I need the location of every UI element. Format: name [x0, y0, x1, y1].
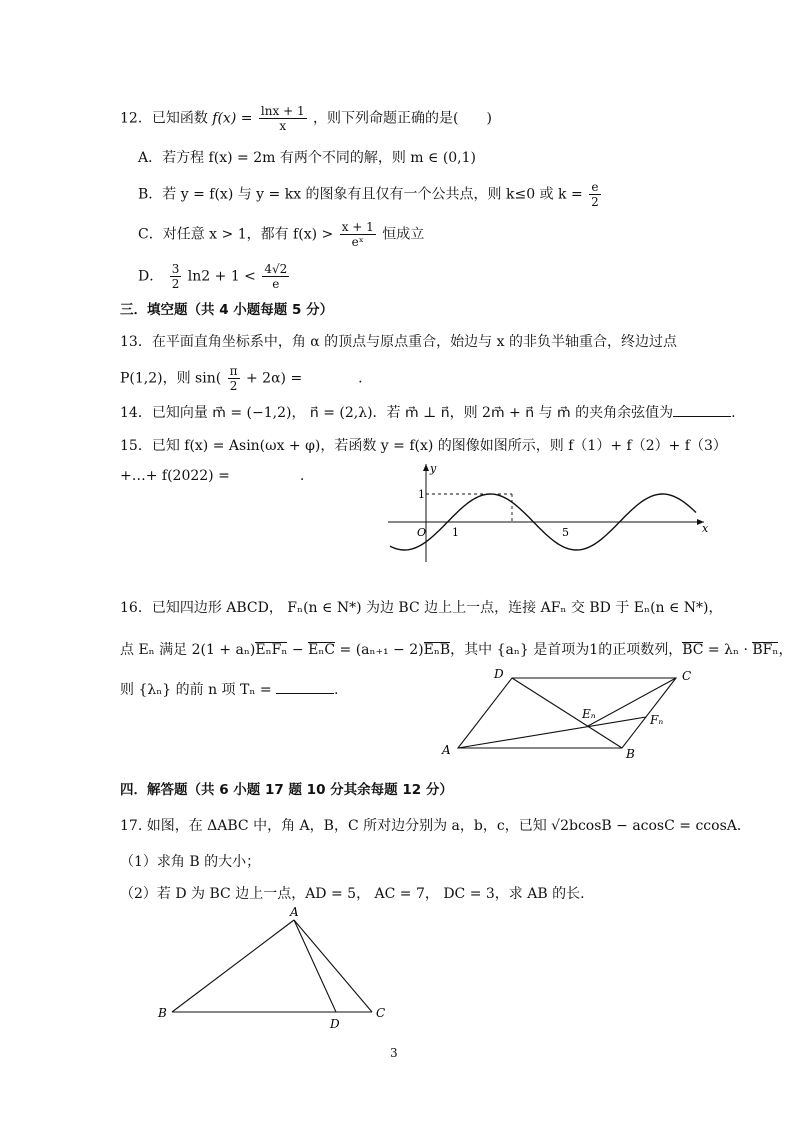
q12-option-d: D． $\frac{3}{2}$ ln2 + 1 < $\frac{4√2}{e}$	[138, 262, 288, 291]
label-B: B	[626, 747, 635, 761]
graph-tick-1: 1	[452, 526, 459, 539]
q17-line1: 17. 如图，在 ΔABC 中，角 A，B，C 所对边分别为 a，b，c，已知 √2bcosB − acosC = ccosA．	[120, 818, 751, 834]
label-A: A	[442, 743, 451, 757]
label-D: D	[494, 667, 504, 681]
q16-line2: 点 Eₙ 满足 2(1 + aₙ)EₙFₙ − EₙC = (aₙ₊₁ − 2)EₙB，其中 {aₙ} 是首项为1的正项数列，BC = λₙ · BFₙ，	[120, 642, 793, 658]
q12-option-a: A．若方程 f(x) = 2m 有两个不同的解，则 m ∈ (0,1)	[138, 150, 477, 166]
graph-x-label: x	[702, 522, 709, 535]
graph-y-label: y	[430, 462, 437, 475]
graph-y-tick: 1	[418, 488, 425, 501]
q12-fraction: $\frac{\ln x + 1}{x}$	[260, 104, 305, 133]
q14-answer-blank	[673, 404, 731, 417]
q12-option-c: C．对任意 x > 1，都有 f(x) > $\frac{x + 1}{\text{eˣ}}$ 恒成立	[138, 220, 425, 249]
graph-tick-5: 5	[562, 526, 569, 539]
side-ac	[294, 920, 372, 1012]
y-axis-arrow-icon	[423, 464, 429, 471]
q15-line1: 15．已知 f(x) = Asin(ωx + φ)，若函数 y = f(x) 的图像如图所示，则 f（1）+ f（2）+ f（3）	[120, 438, 727, 454]
section-3-heading: 三．填空题（共 4 小题每题 5 分）	[120, 302, 334, 318]
diagonal-bd	[512, 678, 622, 748]
label-En: Eₙ	[582, 707, 596, 721]
q16-parallelogram-figure	[436, 664, 706, 764]
q17-triangle-figure	[150, 900, 400, 1034]
label-D: D	[330, 1017, 340, 1031]
label-Fn: Fₙ	[650, 713, 664, 727]
q16-answer-blank	[276, 681, 334, 694]
label-A: A	[290, 905, 299, 919]
page-number: 3	[390, 1046, 398, 1060]
q17-part1: （1）求角 B 的大小；	[120, 854, 261, 870]
q12-stem: 12．已知函数 f(x) = $\frac{\ln x + 1}{x}$ ，则下列命题正确的是( )	[120, 104, 492, 133]
q12-option-b: B．若 y = f(x) 与 y = kx 的图象有且仅有一个公共点，则 k≤0 或 k = $\frac{e}{2}$	[138, 180, 599, 209]
q16-line1: 16．已知四边形 ABCD， Fₙ(n ∈ N*) 为边 BC 边上上一点，连接 AFₙ 交 BD 于 Eₙ(n ∈ N*)，	[120, 600, 723, 616]
q15-line2: +…+ f(2022) = .	[120, 468, 305, 484]
side-ab	[172, 920, 294, 1012]
graph-origin: O	[417, 526, 427, 539]
q17-part2: （2）若 D 为 BC 边上一点，AD = 5， AC = 7， DC = 3，求 AB 的长.	[120, 886, 585, 902]
q16-line3: 则 {λₙ} 的前 n 项 Tₙ = .	[120, 682, 339, 698]
label-C: C	[682, 669, 692, 683]
segment-afn	[458, 717, 646, 748]
q13-line2: P(1,2)，则 sin( $\frac{\pi}{2}$ + 2α) = .	[120, 364, 363, 393]
segment-ad	[294, 920, 336, 1012]
section-4-heading: 四．解答题（共 6 小题 17 题 10 分其余每题 12 分）	[120, 782, 453, 798]
q15-sine-graph	[384, 460, 714, 565]
label-C: C	[376, 1006, 386, 1020]
q13-line1: 13．在平面直角坐标系中，角 α 的顶点与原点重合，始边与 x 的非负半轴重合，终边过点	[120, 334, 677, 350]
q14-text: 14．已知向量 m⃗ = (−1,2)， n⃗ = (2,λ)．若 m⃗ ⊥ n⃗，则 2m⃗ + n⃗ 与 m⃗ 的夹角余弦值为 .	[120, 405, 736, 421]
label-B: B	[158, 1006, 167, 1020]
